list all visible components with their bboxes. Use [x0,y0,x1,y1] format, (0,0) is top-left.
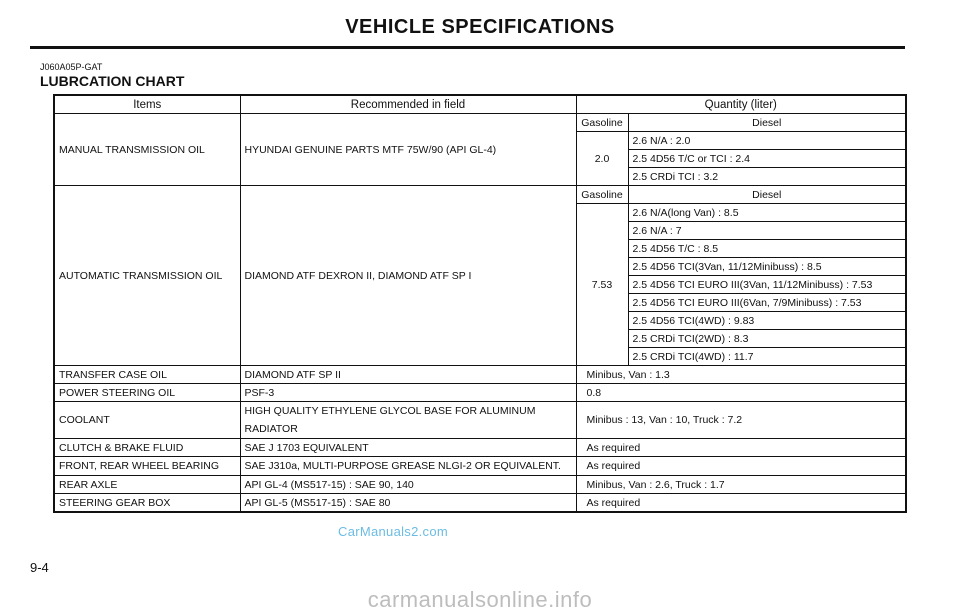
quantity-cell: As required [576,457,906,476]
diesel-value: 2.5 CRDi TCI(2WD) : 8.3 [628,330,906,348]
recommended-cell: DIAMOND ATF DEXRON II, DIAMOND ATF SP I [240,186,576,366]
item-cell: POWER STEERING OIL [54,384,240,402]
gasoline-label: Gasoline [576,114,628,132]
section-title: LUBRCATION CHART [40,73,185,89]
diesel-label: Diesel [628,186,906,204]
diesel-value: 2.5 4D56 TCI EURO III(3Van, 11/12Minibuss) : 7.53 [628,276,906,294]
header-quantity: Quantity (liter) [576,95,906,114]
item-cell: CLUTCH & BRAKE FLUID [54,439,240,457]
footer-url: carmanualsonline.info [367,587,593,612]
table-row [54,384,906,402]
table-row [54,402,906,439]
item-cell: MANUAL TRANSMISSION OIL [54,114,240,186]
diesel-value: 2.5 4D56 T/C or TCI : 2.4 [628,150,906,168]
recommended-cell: DIAMOND ATF SP II [240,366,576,384]
table-header-row [54,95,906,114]
item-cell: TRANSFER CASE OIL [54,366,240,384]
diesel-value: 2.5 4D56 T/C : 8.5 [628,240,906,258]
recommended-cell: API GL-4 (MS517-15) : SAE 90, 140 [240,476,576,494]
page-number: 9-4 [30,560,49,575]
table-row [54,366,906,384]
gasoline-value: 2.0 [576,132,628,186]
recommended-cell: HIGH QUALITY ETHYLENE GLYCOL BASE FOR ALUMINUM RADIATOR [240,402,576,439]
table-row [54,186,906,204]
table-row [54,494,906,513]
diesel-value: 2.5 CRDi TCI : 3.2 [628,168,906,186]
quantity-cell: As required [576,494,906,513]
diesel-value: 2.6 N/A : 2.0 [628,132,906,150]
table-row [54,439,906,457]
diesel-value: 2.6 N/A : 7 [628,222,906,240]
table-row [54,457,906,476]
item-cell: AUTOMATIC TRANSMISSION OIL [54,186,240,366]
item-cell: REAR AXLE [54,476,240,494]
header-items: Items [54,95,240,114]
watermark: CarManuals2.com [338,524,448,539]
table-row [54,114,906,132]
title-divider [30,46,905,49]
table-row [54,476,906,494]
lubrication-table [53,94,907,513]
page-title: VEHICLE SPECIFICATIONS [345,16,615,38]
gasoline-label: Gasoline [576,186,628,204]
header-recommended: Recommended in field [240,95,576,114]
diesel-value: 2.6 N/A(long Van) : 8.5 [628,204,906,222]
quantity-cell: Minibus, Van : 1.3 [576,366,906,384]
item-cell: COOLANT [54,402,240,439]
quantity-cell: As required [576,439,906,457]
gasoline-value: 7.53 [576,204,628,366]
quantity-cell: Minibus, Van : 2.6, Truck : 1.7 [576,476,906,494]
item-cell: STEERING GEAR BOX [54,494,240,513]
recommended-cell: API GL-5 (MS517-15) : SAE 80 [240,494,576,513]
quantity-cell: Minibus : 13, Van : 10, Truck : 7.2 [576,402,906,439]
recommended-cell: PSF-3 [240,384,576,402]
diesel-value: 2.5 CRDi TCI(4WD) : 11.7 [628,348,906,366]
diesel-label: Diesel [628,114,906,132]
recommended-cell: HYUNDAI GENUINE PARTS MTF 75W/90 (API GL-4) [240,114,576,186]
document-code: J060A05P-GAT [40,62,103,72]
quantity-cell: 0.8 [576,384,906,402]
recommended-cell: SAE J310a, MULTI-PURPOSE GREASE NLGI-2 OR EQUIVALENT. [240,457,576,476]
recommended-cell: SAE J 1703 EQUIVALENT [240,439,576,457]
diesel-value: 2.5 4D56 TCI(4WD) : 9.83 [628,312,906,330]
diesel-value: 2.5 4D56 TCI EURO III(6Van, 7/9Minibuss) : 7.53 [628,294,906,312]
diesel-value: 2.5 4D56 TCI(3Van, 11/12Minibuss) : 8.5 [628,258,906,276]
item-cell: FRONT, REAR WHEEL BEARING [54,457,240,476]
